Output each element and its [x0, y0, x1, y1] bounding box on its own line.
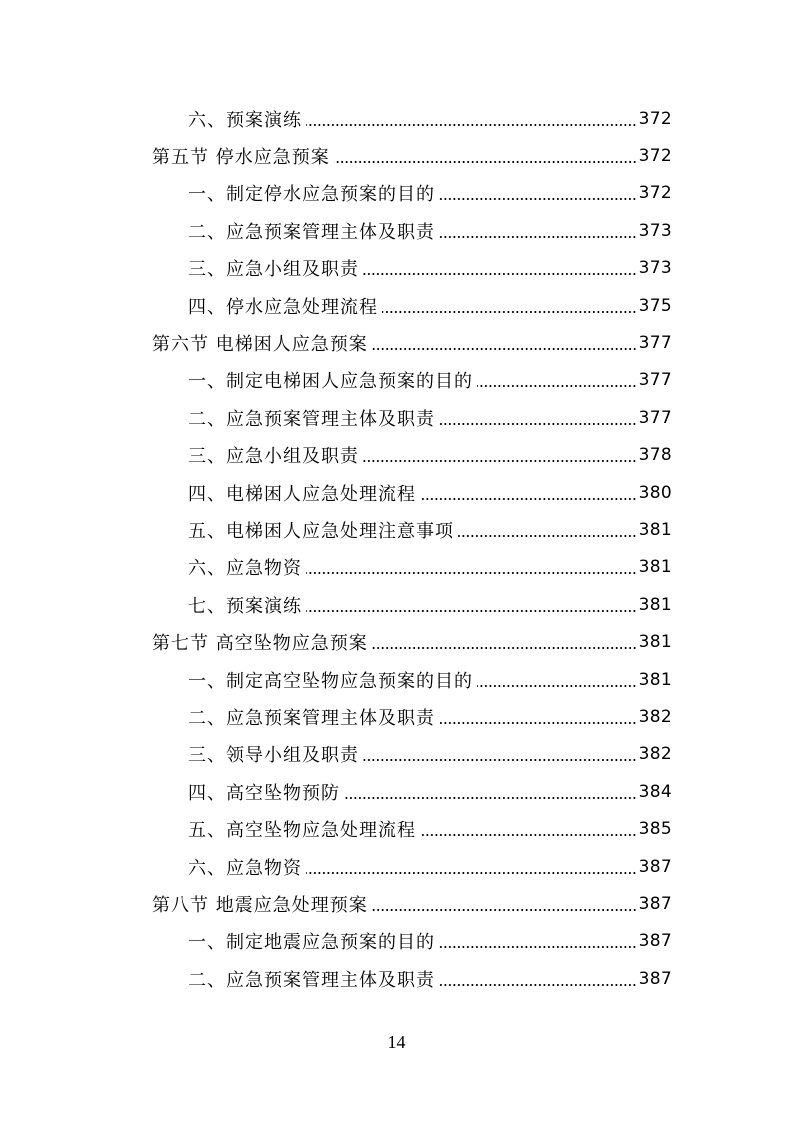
- toc-entry-page-number: 381: [638, 557, 672, 578]
- toc-dot-leader: [477, 684, 637, 688]
- toc-subsection-entry[interactable]: [0, 586, 793, 623]
- toc-subsection-entry[interactable]: [0, 399, 793, 436]
- toc-entry-page-number: 373: [638, 258, 672, 279]
- toc-subsection-entry[interactable]: [0, 437, 793, 474]
- toc-entry-label: 四、电梯困人应急处理流程: [188, 483, 416, 505]
- toc-entry-label: 一、制定停水应急预案的目的: [188, 184, 435, 206]
- toc-entry-page-number: 387: [638, 968, 672, 989]
- toc-entry-page-number: 387: [638, 856, 672, 877]
- toc-entry-label: 七、预案演练: [188, 595, 302, 617]
- toc-dot-leader: [420, 497, 637, 501]
- toc-entry-label: 四、停水应急处理流程: [188, 296, 378, 318]
- toc-entry-label: 六、应急物资: [188, 857, 302, 879]
- toc-subsection-entry[interactable]: [0, 362, 793, 399]
- toc-subsection-entry[interactable]: [0, 960, 793, 997]
- toc-entry-label: 六、应急物资: [188, 558, 302, 580]
- toc-subsection-entry[interactable]: [0, 661, 793, 698]
- toc-entry-label: 一、制定地震应急预案的目的: [188, 932, 435, 954]
- toc-dot-leader: [439, 945, 637, 949]
- table-of-contents: [0, 100, 793, 997]
- toc-dot-leader: [439, 983, 637, 987]
- toc-section-entry[interactable]: [0, 324, 793, 361]
- toc-entry-label: 第五节 停水应急预案: [152, 147, 330, 169]
- toc-subsection-entry[interactable]: [0, 549, 793, 586]
- toc-entry-label: 四、高空坠物预防: [188, 782, 340, 804]
- toc-dot-leader: [306, 571, 637, 575]
- toc-dot-leader: [372, 347, 637, 351]
- toc-subsection-entry[interactable]: [0, 848, 793, 885]
- toc-entry-page-number: 387: [638, 931, 672, 952]
- toc-entry-page-number: 375: [638, 295, 672, 316]
- toc-entry-label: 一、制定电梯困人应急预案的目的: [188, 371, 473, 393]
- toc-entry-page-number: 381: [638, 632, 672, 653]
- toc-dot-leader: [372, 908, 637, 912]
- toc-entry-page-number: 378: [638, 445, 672, 466]
- toc-entry-label: 第六节 电梯困人应急预案: [152, 334, 368, 356]
- toc-entry-page-number: 377: [638, 370, 672, 391]
- toc-dot-leader: [439, 235, 637, 239]
- toc-subsection-entry[interactable]: [0, 212, 793, 249]
- toc-subsection-entry[interactable]: [0, 474, 793, 511]
- toc-entry-label: 二、应急预案管理主体及职责: [188, 408, 435, 430]
- toc-subsection-entry[interactable]: [0, 511, 793, 548]
- toc-entry-label: 二、应急预案管理主体及职责: [188, 707, 435, 729]
- toc-entry-label: 一、制定高空坠物应急预案的目的: [188, 670, 473, 692]
- toc-dot-leader: [420, 833, 637, 837]
- toc-entry-page-number: 382: [638, 706, 672, 727]
- toc-entry-page-number: 385: [638, 819, 672, 840]
- toc-entry-page-number: 377: [638, 407, 672, 428]
- toc-subsection-entry[interactable]: [0, 175, 793, 212]
- page-number: 14: [387, 1032, 406, 1052]
- toc-dot-leader: [439, 197, 637, 201]
- toc-subsection-entry[interactable]: [0, 923, 793, 960]
- toc-entry-page-number: 387: [638, 893, 672, 914]
- toc-entry-page-number: 372: [638, 108, 672, 129]
- toc-subsection-entry[interactable]: [0, 100, 793, 137]
- toc-entry-label: 第七节 高空坠物应急预案: [152, 633, 368, 655]
- toc-section-entry[interactable]: [0, 623, 793, 660]
- toc-subsection-entry[interactable]: [0, 736, 793, 773]
- toc-dot-leader: [363, 758, 637, 762]
- toc-entry-page-number: 380: [638, 482, 672, 503]
- toc-entry-page-number: 384: [638, 781, 672, 802]
- toc-subsection-entry[interactable]: [0, 773, 793, 810]
- toc-entry-page-number: 382: [638, 744, 672, 765]
- toc-entry-label: 五、高空坠物应急处理流程: [188, 820, 416, 842]
- toc-dot-leader: [344, 796, 637, 800]
- toc-dot-leader: [363, 459, 637, 463]
- toc-dot-leader: [372, 646, 637, 650]
- toc-dot-leader: [439, 422, 637, 426]
- toc-dot-leader: [306, 609, 637, 613]
- toc-entry-page-number: 381: [638, 519, 672, 540]
- toc-entry-label: 三、应急小组及职责: [188, 446, 359, 468]
- toc-dot-leader: [477, 384, 637, 388]
- toc-subsection-entry[interactable]: [0, 698, 793, 735]
- toc-entry-label: 三、领导小组及职责: [188, 745, 359, 767]
- toc-entry-page-number: 381: [638, 669, 672, 690]
- toc-subsection-entry[interactable]: [0, 250, 793, 287]
- toc-entry-label: 二、应急预案管理主体及职责: [188, 221, 435, 243]
- toc-dot-leader: [306, 123, 637, 127]
- toc-entry-page-number: 372: [638, 183, 672, 204]
- toc-dot-leader: [458, 534, 637, 538]
- toc-section-entry[interactable]: [0, 137, 793, 174]
- toc-subsection-entry[interactable]: [0, 287, 793, 324]
- toc-entry-page-number: 381: [638, 594, 672, 615]
- toc-entry-label: 三、应急小组及职责: [188, 259, 359, 281]
- toc-section-entry[interactable]: [0, 885, 793, 922]
- toc-entry-label: 第八节 地震应急处理预案: [152, 894, 368, 916]
- toc-dot-leader: [382, 310, 637, 314]
- toc-entry-label: 六、预案演练: [188, 109, 302, 131]
- toc-dot-leader: [334, 160, 637, 164]
- toc-subsection-entry[interactable]: [0, 810, 793, 847]
- toc-dot-leader: [439, 721, 637, 725]
- toc-dot-leader: [363, 272, 637, 276]
- toc-entry-page-number: 377: [638, 333, 672, 354]
- toc-entry-page-number: 372: [638, 146, 672, 167]
- toc-entry-label: 五、电梯困人应急处理注意事项: [188, 520, 454, 542]
- toc-entry-label: 二、应急预案管理主体及职责: [188, 969, 435, 991]
- toc-dot-leader: [306, 871, 637, 875]
- toc-entry-page-number: 373: [638, 220, 672, 241]
